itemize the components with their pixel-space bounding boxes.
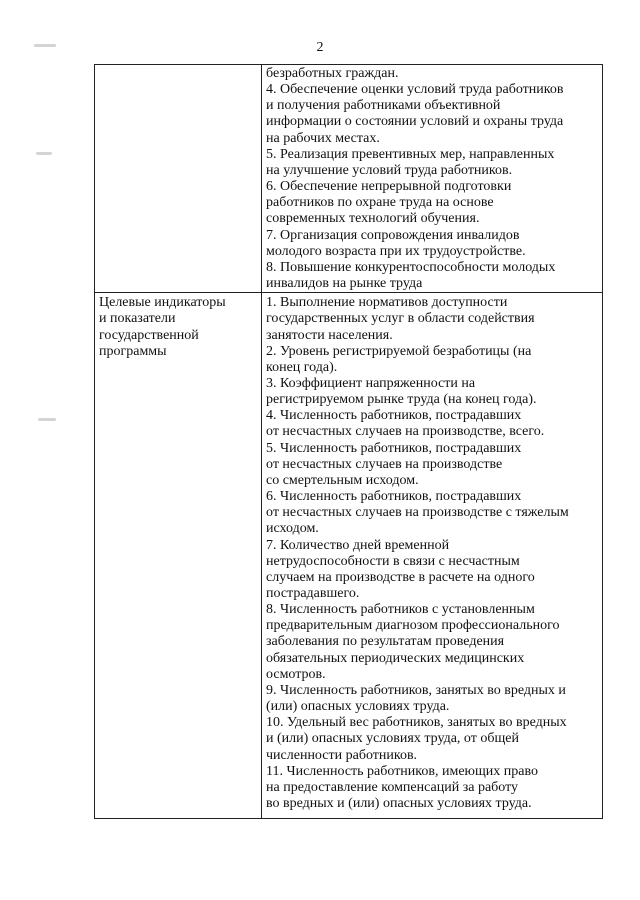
page-number: 2	[316, 40, 324, 55]
scan-artifact	[34, 44, 56, 47]
list-item: 4. Численность работников, пострадавших от несчастных случаев на производстве, всего.	[266, 408, 545, 440]
list-item: 5. Численность работников, пострадавших от несчастных случаев на производстве со смертельным исходом.	[266, 440, 522, 488]
list-item: 6. Обеспечение непрерывной подготовки работников по охране труда на основе современных технологий обучения.	[266, 179, 512, 227]
list-item: 1. Выполнение нормативов доступности государственных услуг в области содействия занятости населения.	[266, 295, 535, 343]
list-item: 5. Реализация превентивных мер, направленных на улучшение условий труда работников.	[266, 146, 555, 178]
list-item: 6. Численность работников, пострадавших от несчастных случаев на производстве с тяжелым исходом.	[266, 489, 569, 537]
list-item: 3. Коэффициент напряженности на регистрируемом рынке труда (на конец года).	[266, 375, 537, 408]
row-label-text: Целевые индикаторы и показатели государственной программы	[99, 295, 226, 359]
program-passport-table	[94, 64, 603, 819]
row-label	[95, 293, 262, 819]
list-item: 7. Организация сопровождения инвалидов молодого возраста при их трудоустройстве.	[266, 227, 526, 259]
list-item: 2. Уровень регистрируемой безработицы (на конец года).	[266, 343, 532, 375]
table-row	[95, 293, 603, 819]
row-label	[95, 65, 262, 293]
list-item: безработных граждан.	[266, 66, 399, 81]
scan-artifact	[36, 152, 52, 155]
list-item: 7. Количество дней временной нетрудоспособности в связи с несчастным случаем на производстве в расчете на одного пострадавшего.	[266, 537, 535, 601]
list-item: 11. Численность работников, имеющих право на предоставление компенсаций за работу во вредных и (или) опасных условиях труда.	[266, 763, 539, 812]
list-item: 9. Численность работников, занятых во вредных и (или) опасных условиях труда.	[266, 682, 566, 715]
row-content	[262, 293, 603, 819]
list-item: 10. Удельный вес работников, занятых во вредных и (или) опасных условиях труда, от общей численности работников.	[266, 715, 567, 763]
row-content	[262, 65, 603, 293]
scan-artifact	[38, 418, 56, 421]
table-row	[95, 65, 603, 293]
list-item: 4. Обеспечение оценки условий труда работников и получения работниками объективной информации о состоянии условий и охраны труда на рабочих местах.	[266, 82, 564, 146]
list-item: 8. Численность работников с установленным предварительным диагнозом профессионального заболевания по результатам проведения обязательных периодических медицинских осмотров.	[266, 602, 560, 682]
list-item: 8. Повышение конкурентоспособности молодых инвалидов на рынке труда	[266, 259, 556, 292]
